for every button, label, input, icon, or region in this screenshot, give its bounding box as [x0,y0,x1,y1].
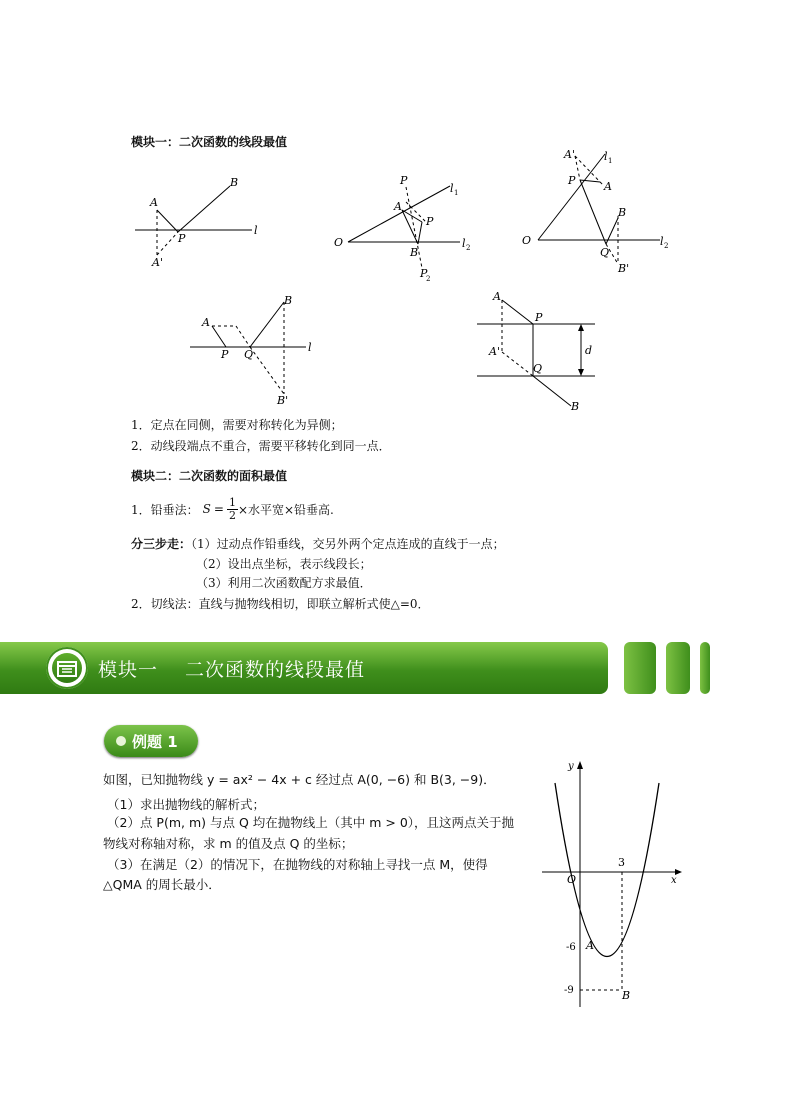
figure-1-symmetric-points [130,170,270,270]
module1-note-2: 2．动线段端点不重合，需要平移转化到同一点． [131,439,391,453]
graph-label-A: A [586,939,594,952]
fig2-label-l2-sub: 2 [466,244,471,252]
module2-method2: 2．切线法：直线与抛物线相切，即联立解析式使△=0． [131,597,430,611]
fig3-label-B: B [618,206,627,219]
module1-note-1: 1．定点在同侧，需要对称转化为异侧； [131,418,343,432]
fig5-label-P: P [535,311,543,324]
step-3: （3）利用二次函数配方求最值． [196,576,372,590]
fig3-label-Q: Q [600,246,610,259]
fig5-label-Q: Q [533,362,543,375]
banner-deco-bar-1 [624,642,656,694]
example-q3-line1: （3）在满足（2）的情况下，在抛物线的对称轴上寻找一点 M，使得 [107,857,488,872]
fig2-label-l1: l [450,182,454,195]
fig4-label-P: P [221,348,229,361]
calendar-icon [57,659,77,677]
module1-heading: 模块一：二次函数的线段最值 [131,135,288,149]
fig2-label-O: O [334,236,344,249]
fig1-label-A-prime: A' [152,256,163,269]
fig3-label-l2: l [660,235,664,248]
fig3-label-A-prime: A' [564,148,575,161]
banner-deco-bar-3 [700,642,710,694]
module-banner-icon [46,647,88,689]
figure-4-translation [188,290,323,405]
fig3-label-O: O [522,234,532,247]
fig2-label-P2-sub: 2 [426,275,431,283]
badge-dot-icon [116,736,126,746]
example-badge [104,725,198,757]
fig2-label-P: P [426,215,434,228]
fig4-label-l: l [308,341,312,354]
graph-label-O: O [567,873,577,886]
figure-5-parallel-lines [475,288,605,416]
example-intro: 如图，已知抛物线 y = ax² − 4x + c 经过点 A(0, −6) 和 B(3, −9)． [103,772,496,787]
fig5-label-A-prime: A' [489,345,500,358]
graph-label-neg6: -6 [566,942,576,953]
graph-label-3: 3 [618,856,625,869]
fig1-label-P: P [178,232,186,245]
module2-steps-row1 [131,535,505,552]
module2-method1: 1．铅垂法： S = $\frac{1}{2}$ ×水平宽×铅垂高. [131,495,334,522]
fig5-label-B: B [571,400,580,413]
step-1: （1）过动点作铅垂线，交另外两个定点连成的直线于一点； [191,537,505,551]
fig1-label-l: l [254,224,258,237]
fig4-label-B-prime: B' [277,394,289,405]
fig2-label-l1-sub: 1 [454,189,459,197]
fig2-label-l2: l [462,237,466,250]
module-banner-title: 模块一 二次函数的线段最值 [98,659,366,681]
method1-formula-rest: ×水平宽×铅垂高. [237,502,334,517]
graph-label-neg9: -9 [564,985,574,996]
graph-label-B: B [622,989,631,1002]
example-q1: （1）求出抛物线的解析式； [107,797,265,812]
fig2-label-B: B [410,246,419,259]
figure-3-triangle-reflection [520,146,675,276]
parabola-graph [530,755,690,1015]
fig3-label-P: P [568,174,576,187]
example-badge-label: 例题 1 [132,733,178,751]
fig2-label-P1: P [400,174,408,187]
graph-label-y: y [568,761,574,772]
fig5-label-A: A [493,290,501,303]
fig3-label-l1-sub: 1 [608,157,613,165]
method1-prefix: 1．铅垂法： [131,502,199,517]
fig2-label-A: A [394,200,402,213]
figure-2-angle-reflection [330,172,480,287]
steps-label: 分三步走： [131,537,192,551]
example-q2-line2: 物线对称轴对称，求 m 的值及点 Q 的坐标； [103,836,354,851]
fig3-label-l1: l [604,150,608,163]
example-q2-line1: （2）点 P(m, m) 与点 Q 均在抛物线上（其中 m > 0），且这两点关于抛 [107,815,515,830]
fig4-label-B: B [284,294,293,307]
banner-deco-bar-2 [666,642,690,694]
fig3-label-B-prime: B' [618,262,630,275]
fig1-label-B: B [230,176,239,189]
fig5-label-d: d [585,344,593,357]
fig4-label-A: A [202,316,210,329]
fig1-label-A: A [150,196,158,209]
graph-label-x: x [671,875,677,886]
fig3-label-A: A [604,180,612,193]
fig4-label-Q: Q [244,348,254,361]
fig2-label-P2: P [420,267,428,280]
step-2: （2）设出点坐标，表示线段长； [196,557,372,571]
example-q3-line2: △QMA 的周长最小． [103,877,221,892]
fig3-label-l2-sub: 2 [664,242,669,250]
module2-heading: 模块二：二次函数的面积最值 [131,469,288,483]
